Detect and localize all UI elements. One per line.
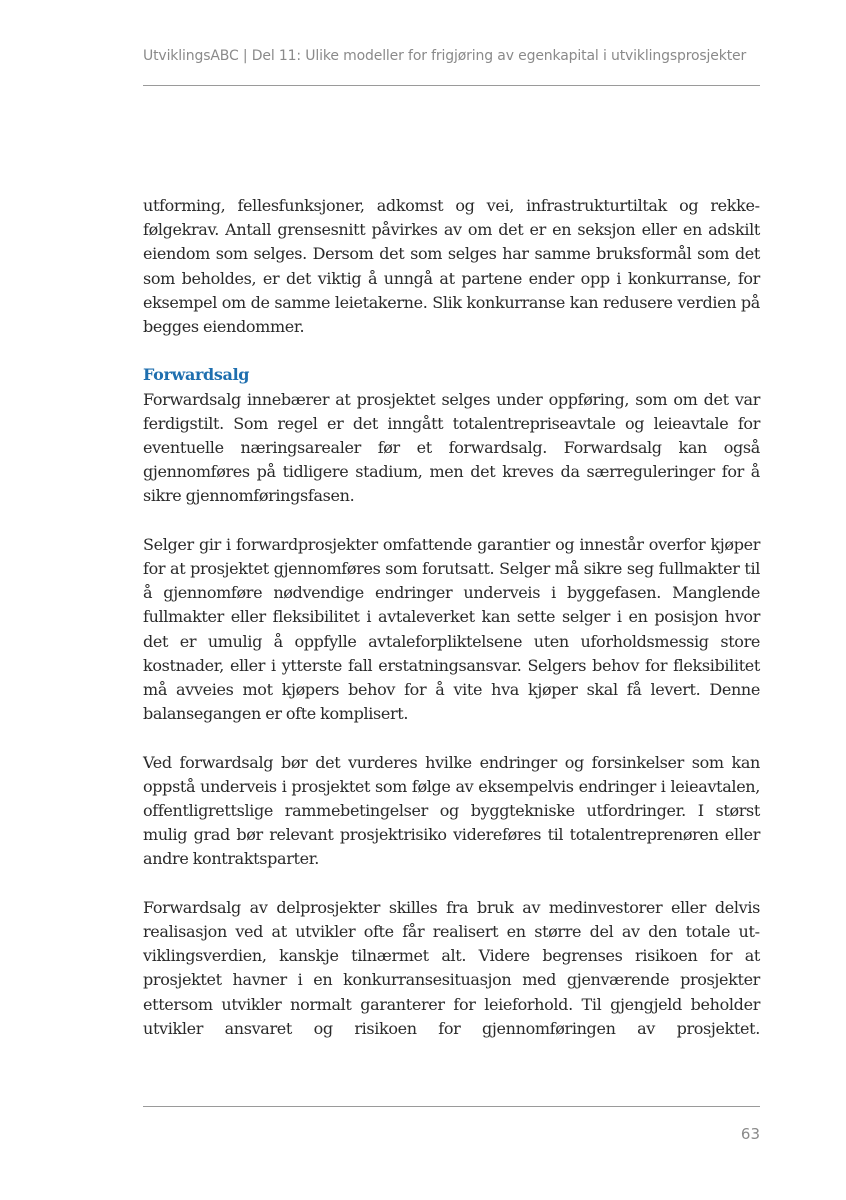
body-paragraph: Forwardsalg av delprosjekter skilles fra bruk av medinvestorer eller delvis realisasjon ved at utvikler ofte får realisert en større del av den totale utviklingsverdien, kanskje tilnærmet alt. Videre begrenses risikoen for at prosjektet havner i en konkurransesituasjon med gjenværende prosjekter ettersom utvikler normalt garanterer for leieforhold. Til gjengjeld beholder utvikler ansvaret og risikoen for gjennomføringen av prosjektet. (143, 897, 760, 1038)
page-number: 63 (740, 1125, 760, 1143)
body-paragraph: Forwardsalg innebærer at prosjektet selges under oppføring, som om det var ferdigstilt. Som regel er det inngått totalentrepriseavtale og leieavtale for eventuelle næringsarealer før et forwardsalg. Forwardsalg kan også gjennomføres på tidligere stadium, men det kreves da særreguleringer for å sikre gjennomføringsfasen. (143, 389, 760, 506)
footer-rule (143, 1106, 760, 1107)
header-rule (143, 85, 760, 86)
body-paragraph: Ved forwardsalg bør det vurderes hvilke endringer og forsinkelser som kan oppstå underveis i prosjektet som følge av eksempelvis endringer i leieavtalen, offentligrettslige rammebetingelser og byggtekniske utfordringer. I størst mulig grad bør relevant prosjektrisiko videreføres til totalentreprenøren eller andre kontraktsparter. (143, 752, 760, 869)
running-header: UtviklingsABC | Del 11: Ulike modeller for frigjøring av egenkapital i utviklingsprosjekter (143, 48, 747, 64)
body-paragraph: utforming, fellesfunksjoner, adkomst og vei, infrastrukturtiltak og rekkefølgekrav. Antall grensesnitt påvirkes av om det er en seksjon eller en adskilt eiendom som selges. Dersom det som selges har samme bruksformål som det som beholdes, er det viktig å unngå at partene ender opp i konkurranse, for eksempel om de samme leietakerne. Slik konkurranse kan redusere verdien på begges eiendommer. (143, 196, 760, 337)
page-body (143, 194, 760, 1041)
section-heading: Forwardsalg (143, 365, 250, 385)
body-paragraph: Selger gir i forwardprosjekter omfattende garantier og innestår overfor kjøper for at prosjektet gjennomføres som forutsatt. Selger må sikre seg fullmakter til å gjennomføre nødvendige endringer underveis i byggefasen. Manglende fullmakter eller fleksibilitet i avtaleverket kan sette selger i en posisjon hvor det er umulig å oppfylle avtaleforpliktelsene uten uforholdsmessig store kostnader, eller i ytterste fall erstatningsansvar. Selgers behov for fleksibilitet må avveies mot kjøpers behov for å vite hva kjøper skal få levert. Denne balansegangen er ofte komplisert. (143, 534, 760, 724)
